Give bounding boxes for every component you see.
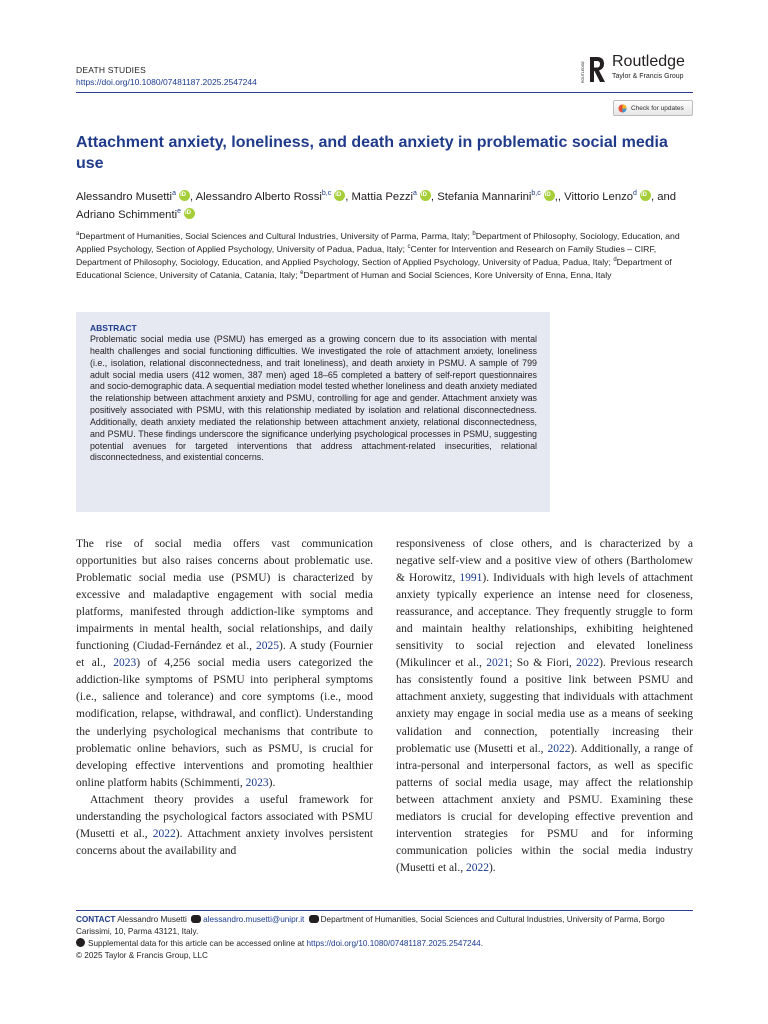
citation-link[interactable]: 2023 xyxy=(245,776,269,789)
body-paragraph: The rise of social media offers vast communication opportunities but also raises concerns about problematic use. Problematic social media use (PSMU) is characterized by excessive and maladaptive engagement with social media platforms, manifested through addiction-like symptoms and impairments in mental health, social relationships, and daily functioning (Ciudad-Fernández et al., 2025). A study (Fournier et al., 2023) of 4,256 social media users categorized the addiction-like symptoms of PSMU into peripheral symptoms (i.e., salience and tolerance) and core symptoms (i.e., mood modification, relapse, withdrawal, and conflict). Understanding the underlying psychological mechanisms that contribute to problematic online behaviors, such as PSMU, is crucial for developing effective interventions and promoting healthier online platform habits (Schimmenti, 2023). xyxy=(76,538,373,789)
affiliation-text: Center for Intervention and Research on Family Studies – CIRF, Department of Philosophy, Sociology, Education, and Applied Psychology, Section of Applied Psychology, University of Padua, Padua, Italy; xyxy=(76,244,657,268)
author-list: Alessandro Musetti$^a$iD , Alessandro Alberto Rossi$^{b,c}$iD , Mattia Pezzi$^a$iD , Stefania Mannarini$^{b,c}$iD ,, Vittorio Lenzo$^d$iD , and Adriano Schimmenti$^e$iD xyxy=(76,188,691,224)
doi-link[interactable]: https://doi.org/10.1080/07481187.2025.2547244 xyxy=(76,77,257,87)
supplemental-line xyxy=(76,938,693,950)
author-affiliation-mark: e xyxy=(177,208,181,216)
affiliation-mark: d xyxy=(613,257,617,264)
crossmark-icon xyxy=(618,104,627,113)
supplemental-link[interactable]: https://doi.org/10.1080/07481187.2025.2547244 xyxy=(306,939,481,948)
supplemental-text: Supplemental data for this article can be accessed online at xyxy=(88,939,307,948)
citation-link[interactable]: 2022 xyxy=(576,657,600,670)
email-icon xyxy=(191,915,201,923)
author-name: Mattia Pezzi xyxy=(351,191,414,203)
abstract-text: Problematic social media use (PSMU) has emerged as a growing concern due to its association with mental health challenges and social functioning difficulties. We investigated the role of attachment anxiety, loneliness (i.e., isolation, relational disconnectedness, and trait loneliness), and death anxiety in PSMU. A sample of 799 adult social media users (412 women, 387 men) aged 18–65 completed a battery of self-report questionnaires and socio-demographic data. A sequential mediation model tested whether loneliness and death anxiety mediated the relationship between attachment anxiety and PSMU, controlling for age and gender. Attachment anxiety was positively associated with PSMU, with this relationship mediated by isolation and relational disconnectedness. Additionally, death anxiety mediated the relationship between attachment anxiety, relational disconnectedness, and PSMU. These findings underscore the significance underlying psychological processes in PSMU, suggesting potential avenues for targeted interventions that address attachment-related insecurities, relational disconnectedness, and existential concerns. xyxy=(90,334,537,463)
author-affiliation-mark: a xyxy=(413,190,417,198)
copyright: © 2025 Taylor & Francis Group, LLC xyxy=(76,951,208,960)
affiliation-text: Department of Human and Social Sciences, Kore University of Enna, Enna, Italy xyxy=(303,270,612,281)
author-name: Alessandro Alberto Rossi xyxy=(195,191,322,203)
author-affiliation-mark: b,c xyxy=(531,190,541,198)
citation-link[interactable]: 1991 xyxy=(459,572,483,585)
affiliation-mark: c xyxy=(407,244,411,251)
affiliation-text: Department of Humanities, Social Sciences and Cultural Industries, University of Parma, Parma, Italy; xyxy=(79,231,473,241)
body-column-right xyxy=(396,536,693,877)
affiliation-text: Department of Educational Science, University of Catania, Catania, Italy; xyxy=(76,257,672,281)
routledge-logo-icon xyxy=(580,54,608,84)
orcid-icon[interactable] xyxy=(184,208,195,219)
author-affiliation-mark: d xyxy=(633,190,637,198)
check-updates-button[interactable] xyxy=(613,100,693,116)
citation-link[interactable]: 2022 xyxy=(465,861,489,874)
citation-link[interactable]: 2025 xyxy=(256,640,279,653)
author-name: Vittorio Lenzo xyxy=(564,191,634,203)
contact-address: Department of Humanities, Social Sciences and Cultural Industries, University of Parma, Borgo Carissimi, 10, Parma 43121, Italy. xyxy=(76,915,665,936)
check-updates-label: Check for updates xyxy=(631,105,684,112)
contact-name: Alessandro Musetti xyxy=(117,915,187,924)
affiliation-mark: e xyxy=(300,270,304,277)
affiliation-mark: a xyxy=(76,231,80,238)
citation-link[interactable]: 2022 xyxy=(547,742,571,755)
supplemental-period: . xyxy=(480,939,483,948)
author-name: Stefania Mannarini xyxy=(437,191,532,203)
abstract-box xyxy=(76,312,550,512)
body-paragraph: responsiveness of close others, and is characterized by a negative self-view and a positive view of others (Bartholomew & Horowitz, 1991). Individuals with high levels of attachment anxiety typically experience an intense need for closeness, reassurance, and acceptance. They frequently struggle to form and maintain healthy relationships, exhibiting heightened sensitivity to social rejection and elevated loneliness (Mikulincer et al., 2021; So & Fiori, 2022). Previous research has consistently found a positive link between PSMU and attachment anxiety, suggesting that individuals with attachment anxiety may engage in social media use as a means of seeking validation and connection, potentially increasing their problematic use (Musetti et al., 2022). Additionally, a range of intra-personal and interpersonal factors, as well as specific patterns of social media usage, may affect the relationship between attachment anxiety and PSMU. Examining these mediators is crucial for developing effective prevention and intervention strategies for PSMU and for informing communication policies within the social media industry (Musetti et al., 2022). xyxy=(396,538,693,874)
footer-rule xyxy=(76,910,693,911)
abstract-heading: ABSTRACT xyxy=(90,323,137,333)
article-title: Attachment anxiety, loneliness, and death anxiety in problematic social media use xyxy=(76,134,668,172)
author-affiliation-mark: a xyxy=(172,190,176,198)
email-link[interactable]: alessandro.musetti@unipr.it xyxy=(203,915,305,924)
journal-name: DEATH STUDIES xyxy=(76,65,146,75)
citation-link[interactable]: 2021 xyxy=(486,657,510,670)
logo-side-text: ROUTLEDGE xyxy=(581,61,585,83)
orcid-icon[interactable] xyxy=(640,190,651,201)
orcid-icon[interactable] xyxy=(420,190,431,201)
body-paragraph: Attachment theory provides a useful framework for understanding the psychological factors associated with PSMU (Musetti et al., 2022). Attachment anxiety involves persistent concerns about the availability and xyxy=(76,793,373,857)
address-icon xyxy=(309,915,319,923)
affiliation-mark: b xyxy=(472,231,476,238)
contact-line xyxy=(76,914,693,938)
author-affiliation-mark: b,c xyxy=(321,190,332,198)
author-name: Alessandro Musetti xyxy=(76,191,173,203)
publisher-name: Routledge xyxy=(612,53,685,70)
journal-header xyxy=(76,64,257,88)
publisher-logo xyxy=(580,52,692,86)
body-column-left xyxy=(76,536,373,860)
footer-notes xyxy=(76,914,693,962)
orcid-icon[interactable] xyxy=(334,190,345,201)
publisher-group: Taylor & Francis Group xyxy=(612,73,684,80)
citation-link[interactable]: 2023 xyxy=(113,657,137,670)
orcid-icon[interactable] xyxy=(544,190,555,201)
citation-link[interactable]: 2022 xyxy=(152,827,176,840)
header-rule xyxy=(76,92,693,93)
contact-label: CONTACT xyxy=(76,915,116,924)
orcid-icon[interactable] xyxy=(179,190,190,201)
affiliations xyxy=(76,230,688,282)
author-name: Adriano Schimmenti xyxy=(76,209,178,221)
affiliation-text: Department of Philosophy, Sociology, Education, and Applied Psychology, Section of Applied Psychology, University of Padua, Padua, Italy; xyxy=(76,231,680,255)
supplemental-icon xyxy=(76,938,85,947)
